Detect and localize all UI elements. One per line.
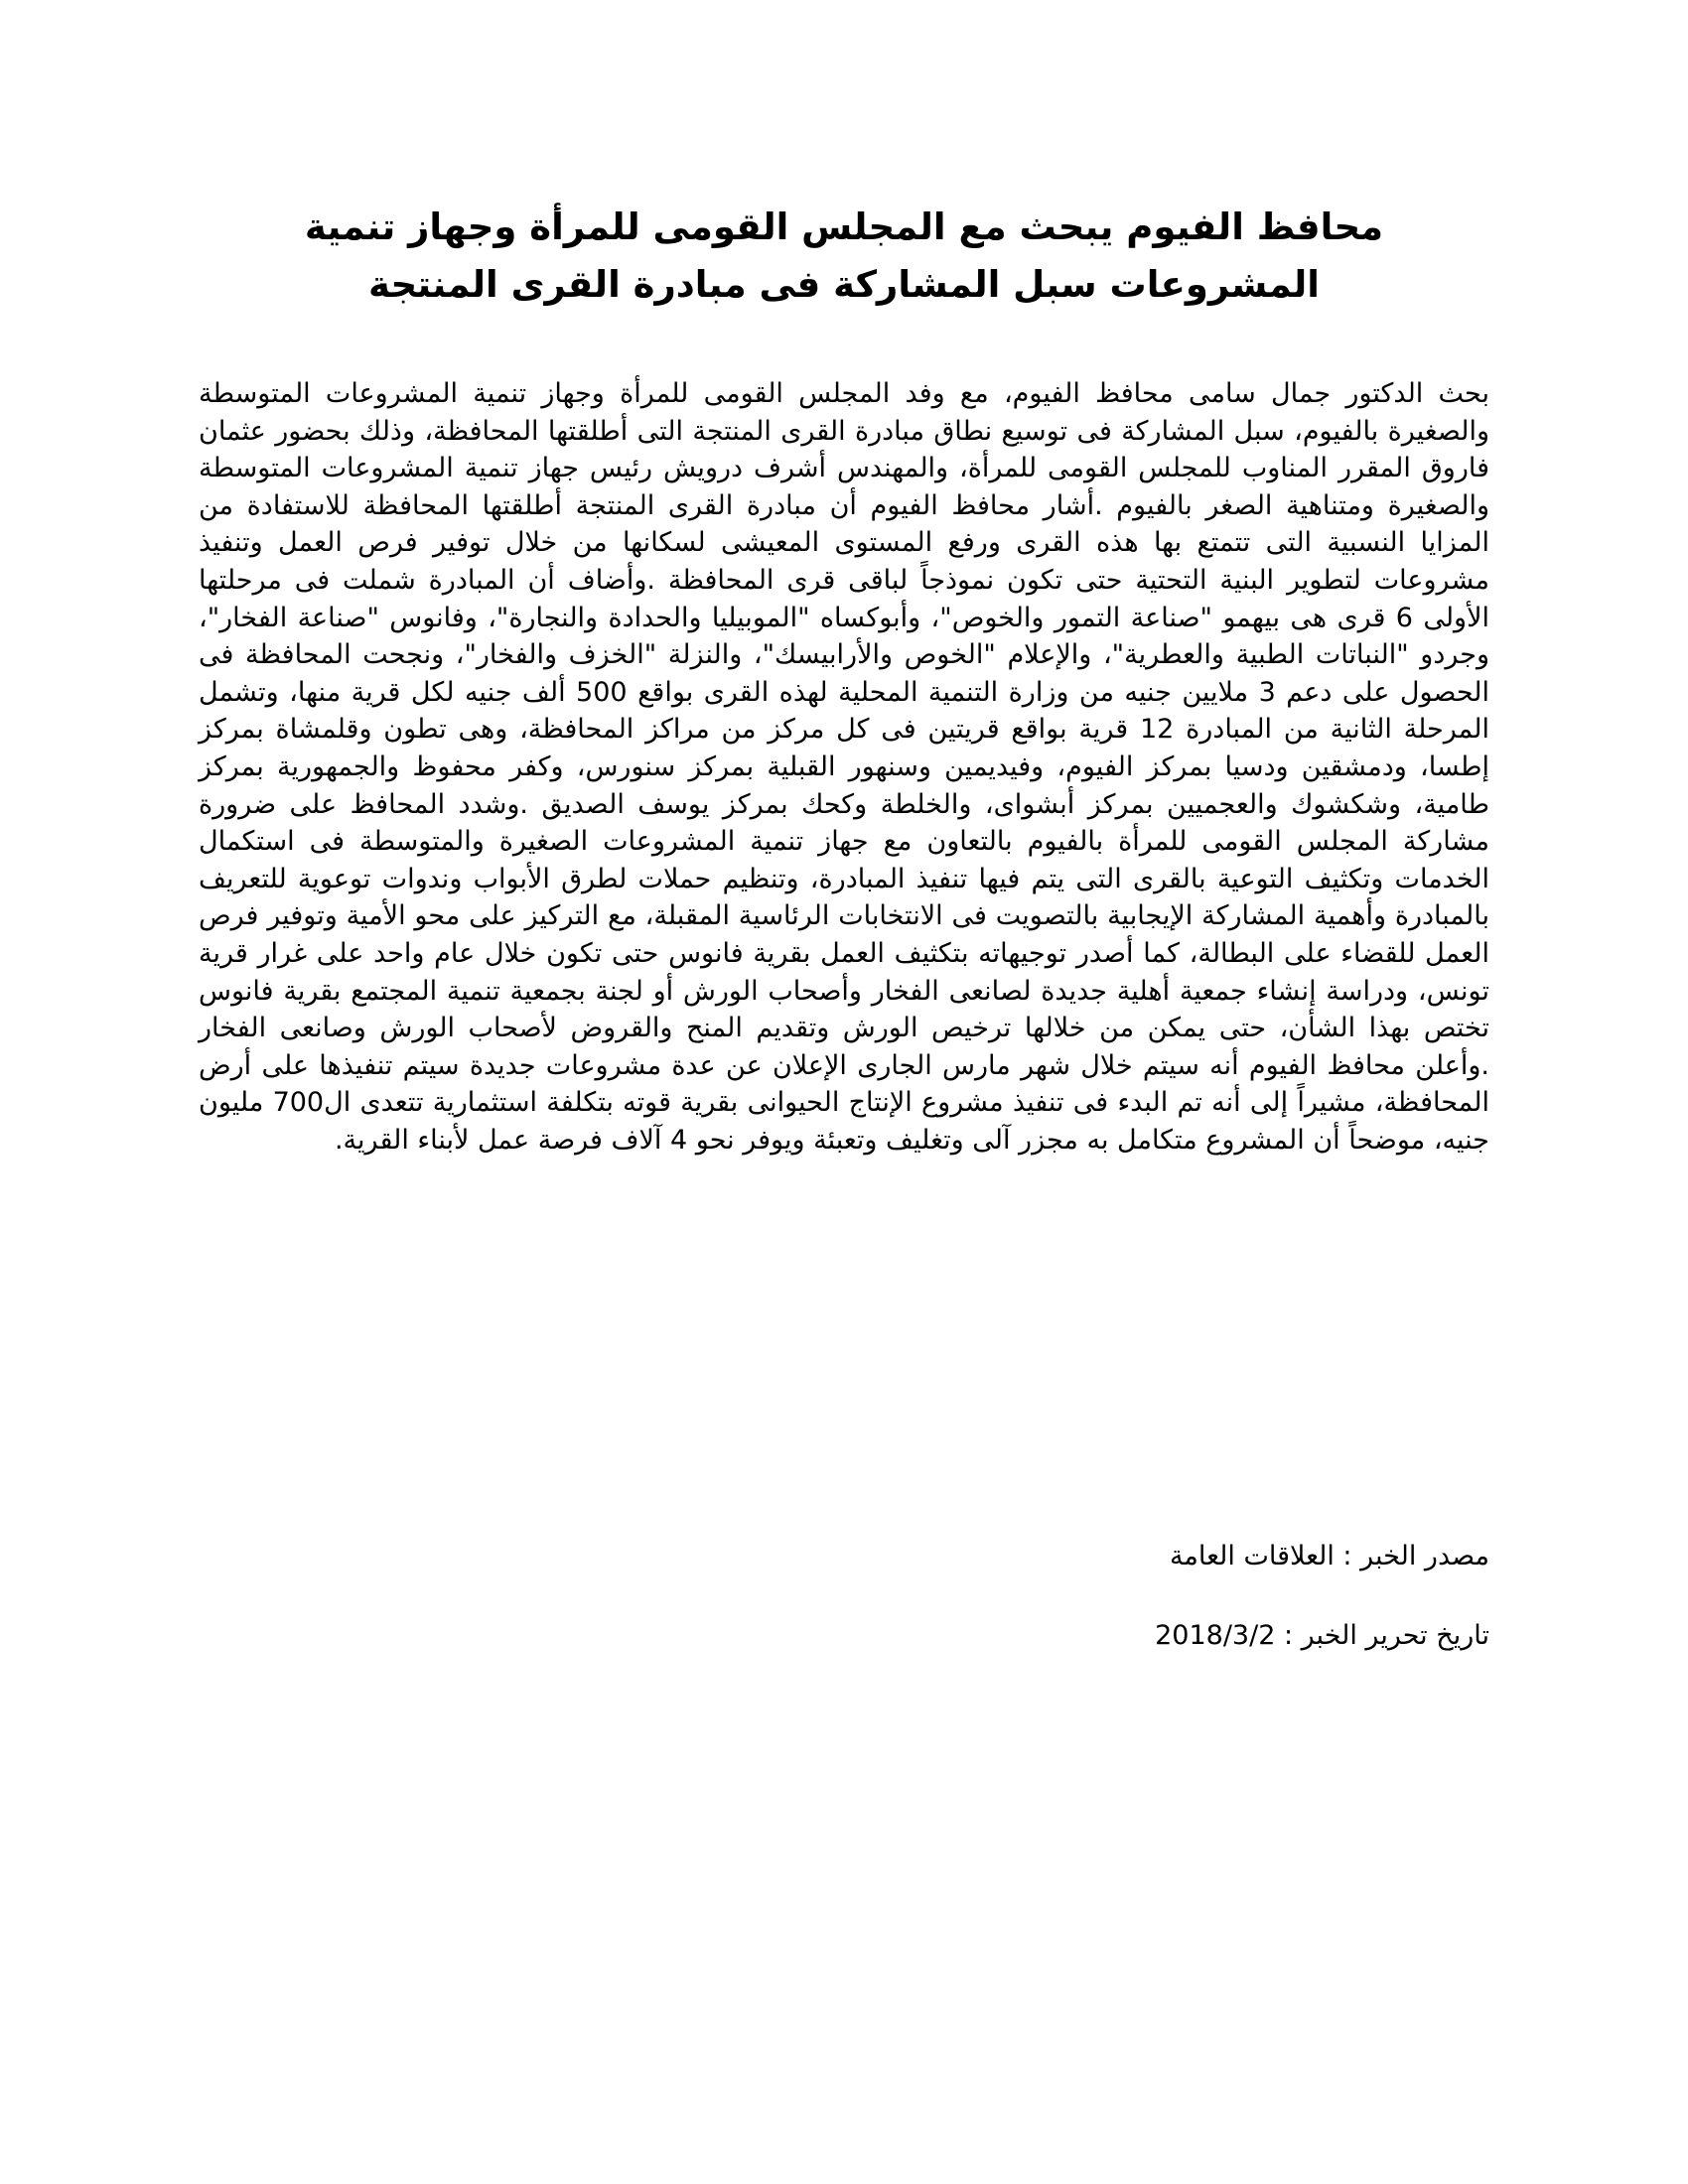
article-body: بحث الدكتور جمال سامى محافظ الفيوم، مع وفد المجلس القومى للمرأة وجهاز تنمية المشروعات المتوسطة والصغيرة بالفيوم، سبل المشاركة فى توسيع نطاق مبادرة القرى المنتجة التى أطلقتها المحافظة، وذلك بحضور عثمان فاروق المقرر المناوب للمجلس القومى للمرأة، والمهندس أشرف درويش رئيس جهاز تنمية المشروعات المتوسطة والصغيرة ومتناهية الصغر بالفيوم .أشار محافظ الفيوم أن مبادرة القرى المنتجة أطلقتها المحافظة للاستفادة من المزايا النسبية التى تتمتع بها هذه القرى ورفع المستوى المعيشى لسكانها من خلال توفير فرص العمل وتنفيذ مشروعات لتطوير البنية التحتية حتى تكون نموذجاً لباقى قرى المحافظة .وأضاف أن المبادرة شملت فى مرحلتها الأولى 6 قرى هى بيهمو "صناعة التمور والخوص"، وأبوكساه "الموبيليا والحدادة والنجارة"، وفانوس "صناعة الفخار"، وجردو "النباتات الطبية والعطرية"، والإعلام "الخوص والأرابيسك"، والنزلة "الخزف والفخار"، ونجحت المحافظة فى الحصول على دعم 3 ملايين جنيه من وزارة التنمية المحلية لهذه القرى بواقع 500 ألف جنيه لكل قرية منها، وتشمل المرحلة الثانية من المبادرة 12 قرية بواقع قريتين فى كل مركز من مراكز المحافظة، وهى تطون وقلمشاة بمركز إطسا، ودمشقين ودسيا بمركز الفيوم، وفيديمين وسنهور القبلية بمركز سنورس، وكفر محفوظ والجمهورية بمركز طامية، وشكشوك والعجميين بمركز أبشواى، والخلطة وكحك بمركز يوسف الصديق .وشدد المحافظ على ضرورة مشاركة المجلس القومى للمرأة بالفيوم بالتعاون مع جهاز تنمية المشروعات الصغيرة والمتوسطة فى استكمال الخدمات وتكثيف التوعية بالقرى التى يتم فيها تنفيذ المبادرة، وتنظيم حملات لطرق الأبواب وندوات توعوية للتعريف بالمبادرة وأهمية المشاركة الإيجابية بالتصويت فى الانتخابات الرئاسية المقبلة، مع التركيز على محو الأمية وتوفير فرص العمل للقضاء على البطالة، كما أصدر توجيهاته بتكثيف العمل بقرية فانوس حتى تكون خلال عام واحد على غرار قرية تونس، ودراسة إنشاء جمعية أهلية جديدة لصانعى الفخار وأصحاب الورش أو لجنة بجمعية تنمية المجتمع بقرية فانوس تختص بهذا الشأن، حتى يمكن من خلالها ترخيص الورش وتقديم المنح والقروض لأصحاب الورش وصانعى الفخار .وأعلن محافظ الفيوم أنه سيتم خلال شهر مارس الجارى الإعلان عن عدة مشروعات جديدة سيتم تنفيذها على أرض المحافظة، مشيراً إلى أنه تم البدء فى تنفيذ مشروع الإنتاج الحيوانى بقرية قوته بتكلفة استثمارية تتعدى ال700 مليون جنيه، موضحاً أن المشروع متكامل به مجزر آلى وتغليف وتعبئة ويوفر نحو 4 آلاف فرصة عمل لأبناء القرية. [199,378,1489,1156]
article-title: محافظ الفيوم يبحث مع المجلس القومى للمرأة وجهاز تنمية المشروعات سبل المشاركة فى مبادرة القرى المنتجة [304,205,1384,306]
news-date: تاريخ تحرير الخبر : 2018/3/2 [1155,1620,1489,1651]
news-source: مصدر الخبر : العلاقات العامة [1169,1541,1489,1571]
